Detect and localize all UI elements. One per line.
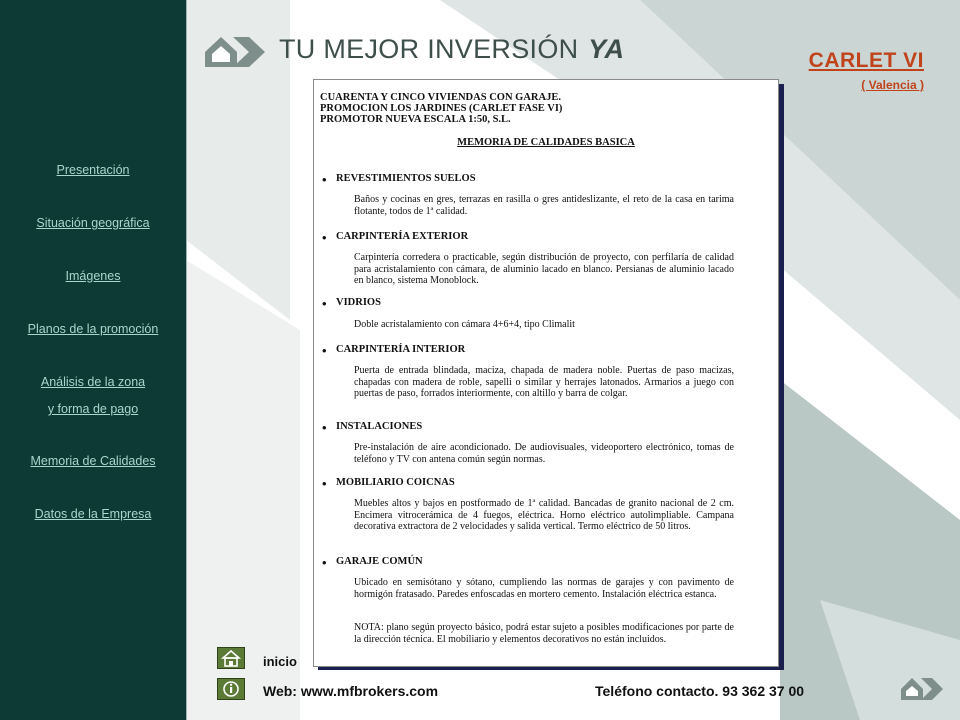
house-logo-icon <box>203 34 271 70</box>
section-title: • CARPINTERÍA EXTERIOR <box>336 231 468 242</box>
nav-situacion-geografica[interactable]: Situación geográfica <box>36 216 150 230</box>
section-title: • MOBILIARIO COICNAS <box>336 477 455 488</box>
section-title: • GARAJE COMÚN <box>336 556 423 567</box>
logo-ya: YA <box>588 34 625 64</box>
quality-document <box>313 79 779 667</box>
logo-text: TU MEJOR INVERSIÓN YA <box>279 34 625 64</box>
doc-line-2: PROMOCION LOS JARDINES (CARLET FASE VI) <box>320 103 563 114</box>
section-body: Baños y cocinas en gres, terrazas en rasilla o gres antideslizante, el reto de la casa en tarima flotante, todos de 1ª calidad. <box>354 194 734 217</box>
nav-datos-empresa[interactable]: Datos de la Empresa <box>34 507 152 521</box>
brand-logo <box>203 30 625 76</box>
section-title: • CARPINTERÍA INTERIOR <box>336 344 465 355</box>
page-title: CARLET VI <box>808 49 924 72</box>
section-title: • VIDRIOS <box>336 297 381 308</box>
home-icon <box>218 648 244 668</box>
info-button[interactable] <box>217 678 245 700</box>
contact-phone: Teléfono contacto. 93 362 37 00 <box>595 683 805 699</box>
section-body: Carpintería corredera o practicable, según distribución de proyecto, con perfilaría de calidad para acristalamiento con cámara, de aluminio lacado en blanco. Persianas de aluminio lacado en blanco, sistema Monoblock. <box>354 252 734 286</box>
section-title: • INSTALACIONES <box>336 421 422 432</box>
nav-presentacion[interactable]: Presentación <box>56 163 130 177</box>
document-heading: MEMORIA DE CALIDADES BASICA <box>457 137 635 148</box>
sidebar <box>0 0 187 720</box>
home-button[interactable] <box>217 647 245 669</box>
document-note: NOTA: plano según proyecto básico, podrá estar sujeto a posibles modificaciones por parte de la dirección técnica. El mobiliario y elementos decorativos no están incluidos. <box>354 622 734 645</box>
nav-imagenes[interactable]: Imágenes <box>65 269 121 283</box>
nav-forma-pago[interactable]: y forma de pago <box>47 402 139 416</box>
page-subtitle: ( Valencia ) <box>861 78 924 92</box>
section-title: • REVESTIMIENTOS SUELOS <box>336 173 476 184</box>
section-body: Doble acristalamiento con cámara 4+6+4, tipo Climalit <box>354 319 575 330</box>
website-link[interactable]: Web: www.mfbrokers.com <box>263 683 439 699</box>
info-icon <box>218 679 244 699</box>
nav-planos[interactable]: Planos de la promoción <box>27 322 159 336</box>
nav-memoria-calidades[interactable]: Memoria de Calidades <box>30 454 156 468</box>
document-header <box>320 92 562 125</box>
nav-analisis-zona[interactable]: Análisis de la zona <box>40 375 146 389</box>
inicio-link[interactable]: inicio <box>263 654 297 669</box>
small-logo-icon <box>900 676 944 702</box>
doc-line-3: PROMOTOR NUEVA ESCALA 1:50, S.L. <box>320 114 511 125</box>
doc-line-1: CUARENTA Y CINCO VIVIENDAS CON GARAJE. <box>320 92 561 103</box>
section-body: Ubicado en semisótano y sótano, cumpliendo las normas de garajes y con pavimento de hormigón fratasado. Paredes enfoscadas en mortero cemento. Instalación eléctrica estanca. <box>354 577 734 600</box>
section-body: Muebles altos y bajos en postformado de 1ª calidad. Bancadas de granito nacional de 2 cm. Encimera vitrocerámica de 4 fuegos, eléctrica. Horno eléctrico autolimpliable. Campana decorativa extractora de 2 velocidades y salida vertical. Termo eléctrico de 50 litros. <box>354 498 734 532</box>
section-body: Pre-instalación de aire acondicionado. De audiovisuales, videoportero electrónico, tomas de teléfono y TV con antena común según normas. <box>354 442 734 465</box>
section-body: Puerta de entrada blindada, maciza, chapada de madera noble. Puertas de paso macizas, chapadas con madera de roble, sapelli o similar y herrajes latonados. Armarios a juego con puertas de paso, forrados interiormente, con altillo y barra de colgar. <box>354 365 734 399</box>
